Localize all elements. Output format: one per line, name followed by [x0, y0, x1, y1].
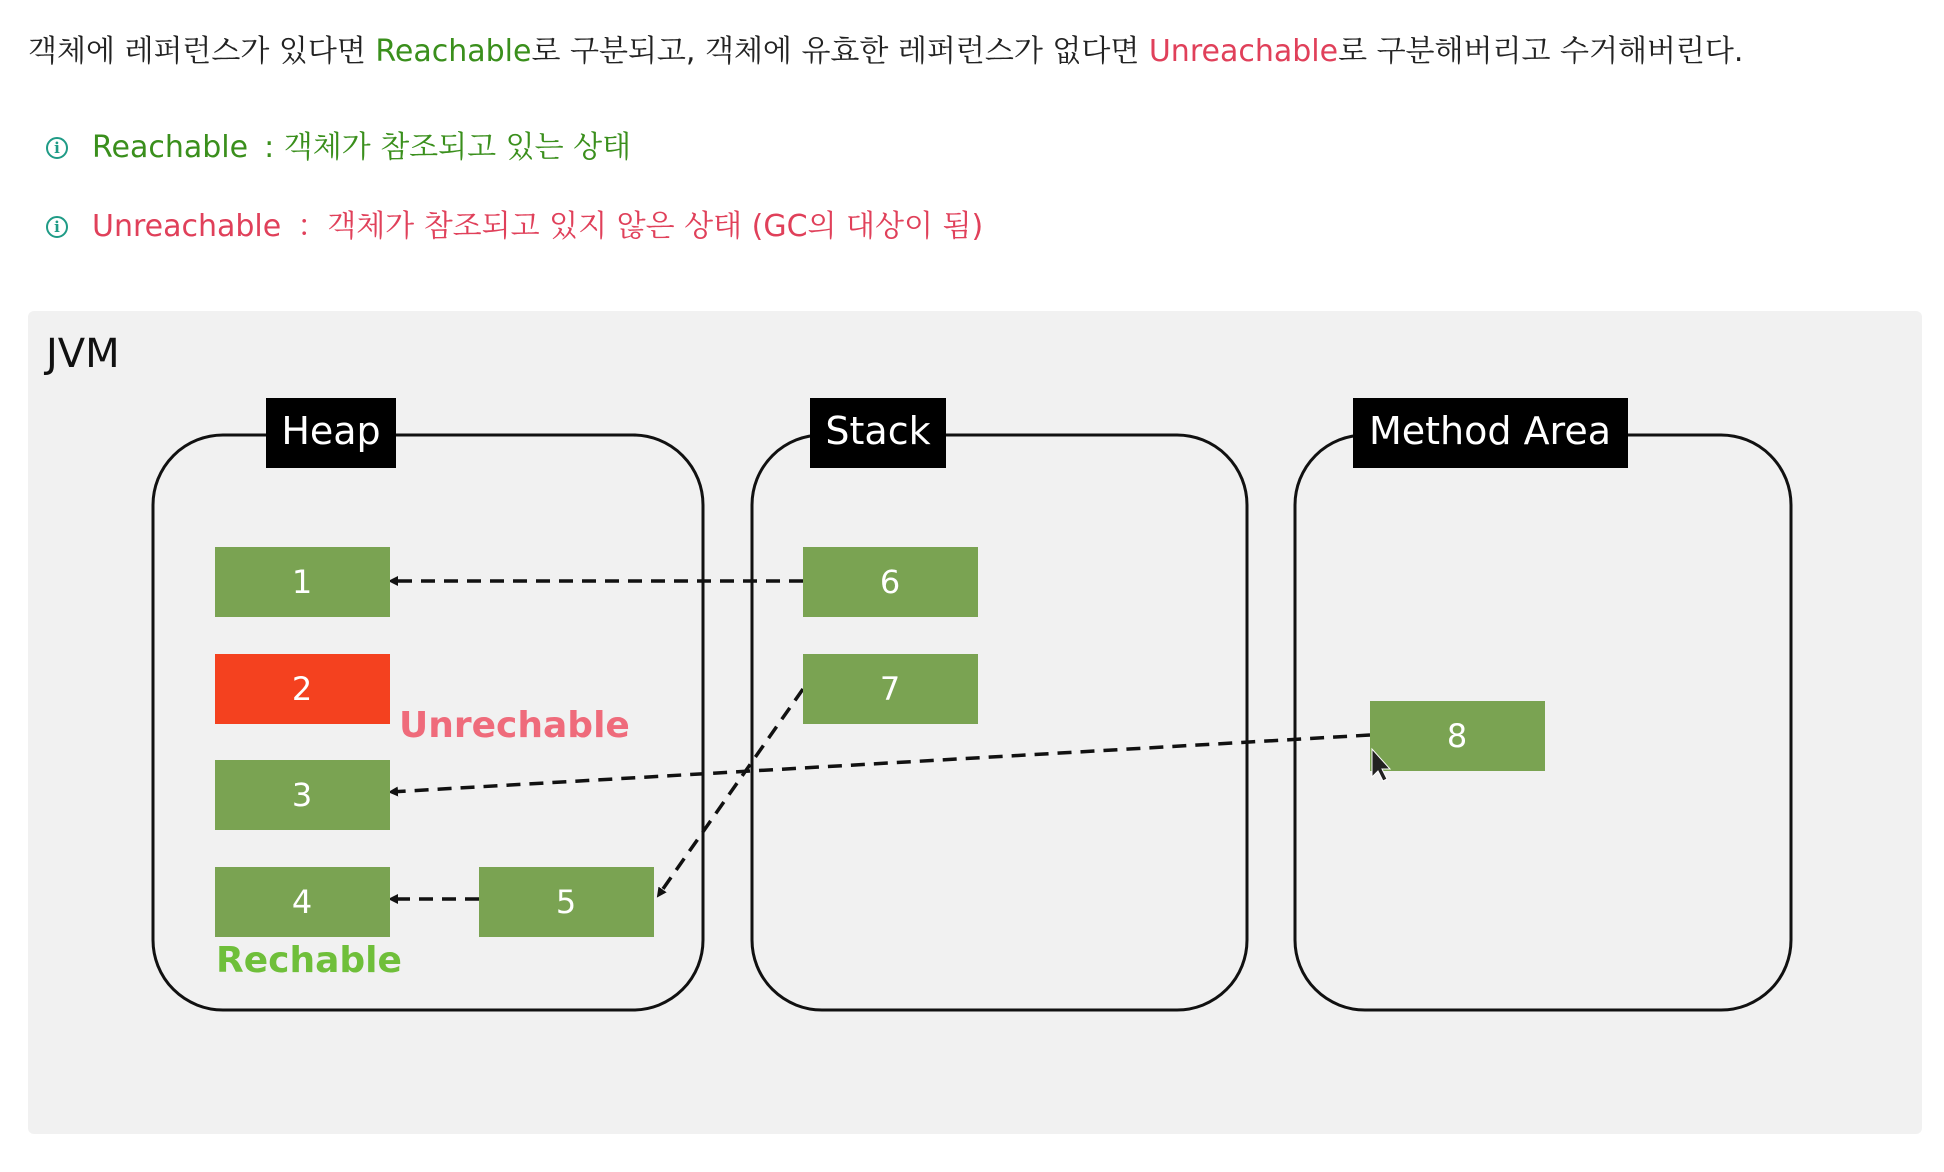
note-reachable-desc: : 객체가 참조되고 있는 상태	[264, 130, 632, 165]
intro-paragraph	[28, 28, 1743, 76]
object-4-label: 4	[291, 883, 313, 921]
object-7-label: 7	[879, 670, 901, 708]
object-2-label: 2	[291, 670, 313, 708]
object-3-label: 3	[291, 776, 313, 814]
diagram-title: JVM	[46, 331, 120, 377]
unreachable-term: Unreachable	[1148, 34, 1339, 69]
note-unreachable-desc: ：객체가 참조되고 있지 않은 상태 (GC의 대상이 됨)	[297, 209, 984, 244]
method-area-label: Method Area	[1368, 409, 1612, 453]
object-5-label: 5	[555, 883, 577, 921]
intro-text-2: 로 구분되고, 객체에 유효한 레퍼런스가 없다면	[531, 34, 1149, 69]
unreachable-label: Unrechable	[399, 705, 630, 746]
intro-text-1: 객체에 레퍼런스가 있다면	[28, 34, 376, 69]
heap-label: Heap	[281, 409, 381, 453]
reachable-label: Rechable	[216, 940, 402, 981]
object-8-label: 8	[1446, 717, 1468, 755]
reachable-term: Reachable	[375, 34, 532, 69]
info-icon: i	[46, 137, 68, 159]
arrow-7-to-5	[658, 689, 803, 896]
note-unreachable-term: Unreachable	[92, 209, 282, 244]
jvm-diagram	[28, 311, 1922, 1134]
stack-label: Stack	[825, 409, 931, 453]
note-reachable	[46, 126, 631, 170]
intro-text-3: 로 구분해버리고 수거해버린다.	[1338, 34, 1744, 69]
jvm-diagram-svg	[28, 311, 1922, 1134]
info-icon: i	[46, 216, 68, 238]
object-6-label: 6	[879, 563, 901, 601]
object-1-label: 1	[291, 563, 313, 601]
note-reachable-term: Reachable	[92, 130, 249, 165]
note-unreachable	[46, 205, 983, 249]
